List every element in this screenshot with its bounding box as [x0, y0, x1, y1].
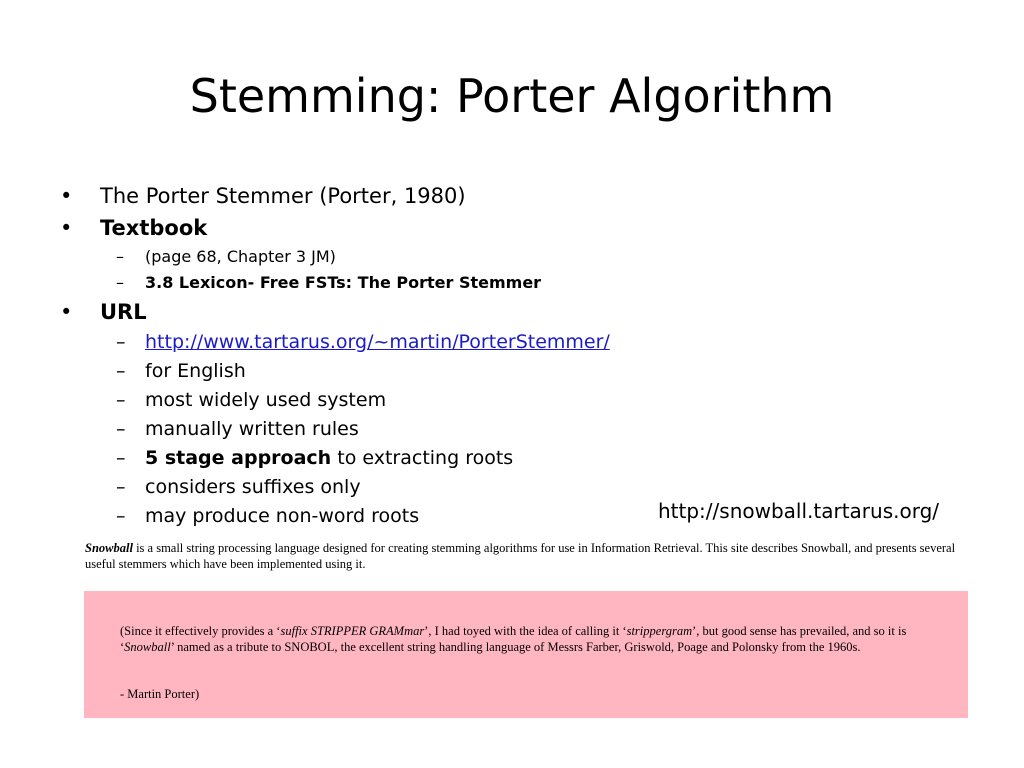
- snowball-desc-text: is a small string processing language designed for creating stemming algorithms for use in Information Retrieval. This site describes Snowball, and presents several useful stemmers which have been implemented using it.: [85, 541, 956, 571]
- subitem-suffixes: [116, 474, 361, 500]
- dash-icon: –: [116, 447, 126, 469]
- dash-icon: –: [116, 273, 124, 292]
- subitem-text: for English: [145, 360, 246, 382]
- bullet-icon: •: [60, 184, 73, 208]
- quote-part: ’, but good sense has prevailed, and so it is ‘: [120, 624, 907, 654]
- dash-icon: –: [116, 331, 126, 353]
- subitem-rest-text: to extracting roots: [331, 447, 514, 469]
- quote-emphasis: strippergram: [626, 624, 693, 638]
- dash-icon: –: [116, 360, 126, 382]
- subitem-page-ref: [116, 244, 336, 270]
- bullet-text: Textbook: [100, 216, 208, 240]
- subitem-widely-used: [116, 387, 387, 413]
- subitem-porter-link: [116, 329, 610, 355]
- bullet-item-url: [60, 298, 147, 326]
- snowball-term: Snowball: [85, 541, 133, 555]
- subitem-text: manually written rules: [145, 418, 359, 440]
- subitem-for-english: [116, 358, 246, 384]
- subitem-manual-rules: [116, 416, 359, 442]
- dash-icon: –: [116, 505, 126, 527]
- quote-emphasis: Snowball: [124, 639, 171, 654]
- subitem-text: 3.8 Lexicon- Free FSTs: The Porter Stemmer: [145, 273, 542, 292]
- slide-title: Stemming: Porter Algorithm: [189, 69, 835, 123]
- subitem-text: [145, 445, 513, 471]
- quote-part: ’ named as a tribute to SNOBOL, the excellent string handling language of Messrs Farber, Griswold, Poage and Polonsky from the 1960s.: [170, 639, 861, 654]
- quote-box: [84, 591, 968, 718]
- subitem-text: (page 68, Chapter 3 JM): [145, 247, 336, 266]
- subitem-text: considers suffixes only: [145, 476, 361, 498]
- bullet-text: The Porter Stemmer (Porter, 1980): [100, 184, 466, 208]
- snowball-url[interactable]: http://snowball.tartarus.org/: [658, 499, 940, 523]
- bullet-item-porter-stemmer: [60, 182, 466, 210]
- subitem-text: most widely used system: [145, 389, 387, 411]
- quote-part: (Since it effectively provides a ‘: [120, 624, 281, 638]
- quote-emphasis: suffix STRIPPER GRAMmar: [280, 624, 425, 638]
- dash-icon: –: [116, 418, 126, 440]
- snowball-description: [85, 540, 970, 572]
- subitem-non-word: [116, 503, 420, 529]
- subitem-five-stage: [116, 445, 514, 471]
- dash-icon: –: [116, 476, 126, 498]
- porter-stemmer-link[interactable]: http://www.tartarus.org/~martin/PorterStemmer/: [145, 331, 610, 353]
- bullet-icon: •: [60, 300, 73, 324]
- dash-icon: –: [116, 389, 126, 411]
- subitem-section-ref: [116, 270, 542, 296]
- quote-part: ’, I had toyed with the idea of calling it ‘: [424, 624, 627, 638]
- bullet-text: URL: [100, 300, 147, 324]
- subitem-text: may produce non-word roots: [145, 505, 420, 527]
- bullet-icon: •: [60, 216, 73, 240]
- subitem-bold-text: 5 stage approach: [145, 447, 332, 469]
- dash-icon: –: [116, 247, 124, 266]
- porter-quote: [120, 624, 950, 655]
- quote-signature: - Martin Porter): [120, 687, 200, 701]
- bullet-item-textbook: [60, 214, 208, 242]
